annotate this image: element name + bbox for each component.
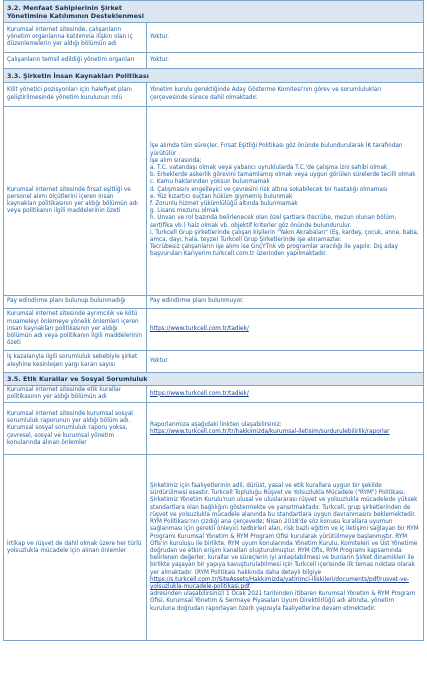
criteria-line: g. Lisans mezunu olmak [150,208,219,215]
row-label: Kurumsal internet sitesinde fırsat eşitliği ve personel alımı ölçütlerini içeren insan kaynakları politikasının yer aldığı bölümün adı veya politikanın ilgili maddelerinin özeti [4,107,147,296]
table-row [4,23,424,53]
row-label: Kurumsal internet sitesinde ayrımcılık ve kötü muameleyi önlemeye yönelik önlemleri içeren insan kaynakları politikasının yer aldığı bölümün adı veya politikanın ilgili maddelerinin özeti [4,309,147,351]
row-label: Çalışanların temsil edildiği yönetim organları [4,53,147,69]
criteria-line: h. Unvan ve rol bazında belirlenecek olan özel şartlara (tecrübe, mezun olunan bölüm, sertifika vb.) haiz olmak vb. objektif kriterler göz önünde bulundurulur. [150,215,397,229]
row-value: Pay edindirme planı bulunmuyor. [147,296,424,309]
anti-bribery-text [147,455,424,641]
row-label: Kurumsal internet sitesinde etik kurallar politikasının yer aldığı bölümün adı [4,386,147,403]
criteria-line: e. Yüz kızartıcı suçtan hüküm giymemiş bulunmak [150,193,293,200]
criteria-line: İşe alımda tüm süreçler, Fırsat Eşitliği Politikası göz önünde bulundurularak İK tarafından yürütülür . [150,143,403,157]
section-header-3-5 [4,373,424,386]
table-row [4,386,424,403]
row-value: Yönetim kurulu gerektiğinde Aday Gösterme Komitesi'nin görev ve sorumlulukları çerçevesinde sürece dahil olmaktadır. [147,83,424,107]
row-value [147,403,424,455]
section-title-3-3: 3.3. Şirketin İnsan Kaynakları Politikası [4,69,424,83]
row-value: Yoktur. [147,53,424,69]
rym-policy-link[interactable]: https://s.turkcell.com.tr/SiteAssets/Hakkimizda/yatirimci-iliskileri/documents/pdf/rusvet-ve-yolsuzlukla-mucadele-politikasi.pdf [150,576,409,590]
section-title-3-2-line1: 3.2. Menfaat Sahiplerinin Şirket [7,3,122,12]
row-value: Yoktur. [147,23,424,53]
ethics-policy-link[interactable]: https://www.turkcell.com.tr/tadiek/ [150,390,249,397]
table-row [4,53,424,69]
paragraph: Şirketimiz için faaliyetlerinin adil, dürüst, yasal ve etik kurallara uygun bir şekilde sürdürülmesi esastır. Turkcell Topluluğu Rüşvet ve Yolsuzlukla Mücadele ("RYM") Politikası, Şirketimiz Yönetim Kurulu'nun ulusal ve uluslararası rüşvet ve yolsuzlukla mücadelede yüksek standartlara olan bağlılığını göstermekte ve yansıtmaktadır. Turkcell, grup şirketlerinden de rüşvet ve yolsuzlukla mücadele alanında bu standartlara uygun davranmasını beklemektedir. [150,483,418,518]
criteria-line: Tecrübesiz çalışanların işe alımı ise GnçYTnk vb programlar aracılığı ile yapılır. Dış aday başvuruları Kariyerim.turkcell.com.tr üzerinden yapılmaktadır. [150,244,399,258]
criteria-line: c. Kamu haklarından yoksun bulunmamak [150,179,270,186]
hiring-criteria-list [147,107,424,296]
tadiek-link[interactable]: https://www.turkcell.com.tr/tadiek/ [150,325,249,332]
row-label: Kurumsal internet sitesinde, çalışanların yönetim organlarına katılımına ilişkin olan iç düzenlemelerin yer aldığı bölümün adı [4,23,147,53]
criteria-line: a. T.C. vatandaşı olmak veya yabancı uyruklularda T.C.'de çalışma izni sahibi olmak [150,164,388,171]
row-label: Kilit yönetici pozisyonları için halefiyet planı geliştirilmesinde yönetim kurulunun rolü [4,83,147,107]
row-value: Yoktur [147,351,424,373]
section-title-3-5: 3.5. Etik Kurallar ve Sosyal Sorumluluk [4,373,424,386]
section-header-3-3 [4,69,424,83]
table-row [4,403,424,455]
paragraph: adresinden ulaşabilirsiniz) 1 Ocak 2021 tarihinden itibaren Kurumsal Yönetim & RYM Program Ofisi, Kurumsal Yönetim & Sermaye Piyasaları Uyum Direktörlüğü adı altında, yönetim kuruluna doğrudan raporlayan özerk yapısıyla faaliyetlerine devam etmektedir. [150,591,416,612]
row-label: Kurumsal internet sitesinde kurumsal sosyal sorumluluk raporunun yer aldığı bölüm adı. Kurumsal sosyal sorumluluk raporu yoksa, çevresel, sosyal ve kurumsal yönetim konularında alınan önlemler [4,403,147,455]
criteria-line: İşe alım sırasında; [150,157,202,164]
table-row [4,296,424,309]
criteria-line: f. Zorunlu hizmet yükümlülüğü altında bulunmamak [150,201,298,207]
row-value [147,386,424,403]
governance-table [3,0,424,641]
row-label: İş kazalarıyla ilgili sorumluluk sebebiyle şirket aleyhine kesinleşen yargı kararı sayısı [4,351,147,373]
table-row [4,309,424,351]
reports-intro: Raporlarımıza aşağıdaki linkten ulaşabilirsiniz: [150,421,282,428]
criteria-line: d. Çalışmasını engelleyici ve çevresini risk altına sokabilecek bir hastalığı olmaması [150,186,388,193]
sustainability-reports-link[interactable]: https://www.turkcell.com.tr/tr/hakkimizda/kurumsal-iletisim/surdurulebilirlik/raporlar [150,428,390,435]
table-row [4,107,424,296]
criteria-line: i. Turkcell Grup şirketlerinde çalışan kişilerin "Yakın Akrabaları" (Eş, kardeş, çocuk, anne, baba, amca, dayı, hala, teyze) Turkcell Grup Şirketlerinde işe alınamazlar. [150,229,419,244]
row-label: Pay edindirme planı bulunup bulunmadığı [4,296,147,309]
section-title-3-2-line2: Yönetimine Katılımının Desteklenmesi [7,11,144,20]
section-header-3-2 [4,1,424,23]
paragraph: RYM Politikası'nın çizdiği ana çerçevede; Nisan 2018'de söz konusu kurallara uyumun sağlanması için gerekli önleyici tedbirleri alan, risk bazlı eğitim ve iç iletişimi sağlayan bir RYM Programı Kurumsal Yönetim & RYM Program Ofisi kurularak yürütülmeye başlanmıştır. RYM Ofis'in kuruluşu ile birlikte, RYM uyum konularında Yönetim Kurulu, Komiteleri ve Üst Yönetime doğrudan ve etkin erişim kanalları oluşturulmuştur. RYM Ofis, RYM Programı kapsamında belirlenen değerler, kurallar ve süreçlerin iyi anlaşılabilmesi ve bunların Şirket dinamikleri ile birlikte yaşayan bir yapıya kavuşturulabilmesi için Turkcell içerisinde ilk temas noktası olarak yer almaktadır. (RYM Politikası hakkında daha detaylı bilgiye [150,519,419,576]
row-value [147,309,424,351]
table-row [4,83,424,107]
criteria-line: b. Erkeklerde askerlik görevini tamamlamış olmak veya uygun görülen sürelerde tecilli olmak [150,172,416,179]
table-row [4,351,424,373]
table-row [4,455,424,641]
section-title-3-2 [4,1,424,23]
row-label: İrtikap ve rüşvet de dahil olmak üzere her türlü yolsuzlukla mücadele için alınan önlemler [4,455,147,641]
